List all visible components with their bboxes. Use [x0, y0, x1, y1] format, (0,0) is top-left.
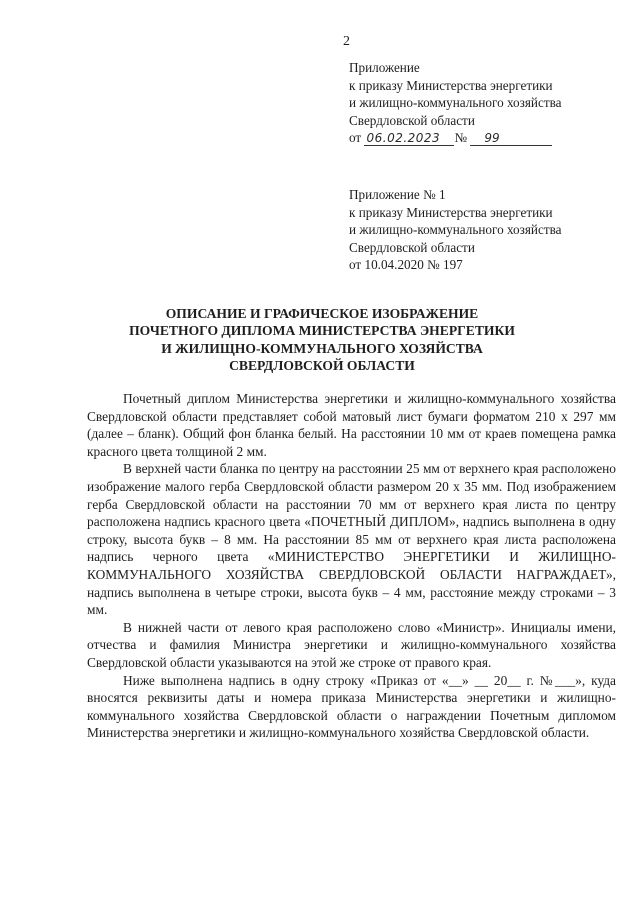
appendix-line: к приказу Министерства энергетики — [349, 77, 553, 93]
title-line: ОПИСАНИЕ И ГРАФИЧЕСКОЕ ИЗОБРАЖЕНИЕ — [165, 306, 479, 321]
appendix-line: и жилищно-коммунального хозяйства — [349, 222, 562, 237]
paragraph: Ниже выполнена надпись в одну строку «Приказ от «__» __ 20__ г. №___», куда вносятся реквизиты даты и номера приказа Министерства энергетики и жилищно-коммунального хозяйства Свердловской области о награждении Почетным дипломом Министерства энергетики и жилищно-коммунального хозяйства Свердловской области. — [87, 672, 616, 741]
appendix-line: Приложение — [349, 60, 420, 75]
appendix-header-previous — [349, 186, 562, 274]
title-line: ПОЧЕТНОГО ДИПЛОМА МИНИСТЕРСТВА ЭНЕРГЕТИКИ — [129, 323, 515, 339]
appendix-line: Свердловской области — [349, 239, 475, 255]
appendix-line: от 10.04.2020 № 197 — [349, 257, 463, 272]
appendix-header-current — [349, 59, 562, 147]
document-body — [87, 390, 616, 742]
paragraph: В верхней части бланка по центру на расстоянии 25 мм от верхнего края расположено изображение малого герба Свердловской области размером 20 х 35 мм. Под изображением герба Свердловской области на расстоянии 70 мм от верхнего края листа по центру расположена надпись красного цвета «ПОЧЕТНЫЙ ДИПЛОМ», надпись выполнена в одну строку, высота букв – 8 мм. На расстоянии 85 мм от верхнего края листа расположена надпись черного цвета «МИНИСТЕРСТВО ЭНЕРГЕТИКИ И ЖИЛИЩНО-КОММУНАЛЬНОГО ХОЗЯЙСТВА СВЕРДЛОВСКОЙ ОБЛАСТИ НАГРАЖДАЕТ», надпись выполнена в четыре строки, высота букв – 4 мм, расстояние между строками – 3 мм. — [87, 461, 616, 618]
title-line: И ЖИЛИЩНО-КОММУНАЛЬНОГО ХОЗЯЙСТВА — [161, 340, 483, 356]
appendix-line: Свердловской области — [349, 112, 475, 128]
date-prefix: от — [349, 130, 362, 145]
appendix-line: и жилищно-коммунального хозяйства — [349, 95, 562, 110]
handwritten-date: 06.02.2023 — [364, 131, 454, 146]
document-title — [60, 305, 584, 375]
title-line: СВЕРДЛОВСКОЙ ОБЛАСТИ — [229, 358, 415, 374]
number-prefix: № — [454, 130, 468, 145]
paragraph: В нижней части от левого края расположено слово «Министр». Инициалы имени, отчества и фамилия Министра энергетики и жилищно-коммунального хозяйства Свердловской области указываются на этой же строке от правого края. — [87, 619, 616, 670]
paragraph: Почетный диплом Министерства энергетики и жилищно-коммунального хозяйства Свердловской области представляет собой матовый лист бумаги форматом 210 х 297 мм (далее – бланк). Общий фон бланка белый. На расстоянии 10 мм от краев помещена рамка красного цвета толщиной 2 мм. — [87, 391, 616, 459]
order-date-line — [349, 129, 562, 147]
appendix-line: к приказу Министерства энергетики — [349, 204, 553, 220]
handwritten-number: 99 — [470, 131, 552, 146]
page-number: 2 — [343, 34, 350, 49]
appendix-line: Приложение № 1 — [349, 187, 446, 202]
